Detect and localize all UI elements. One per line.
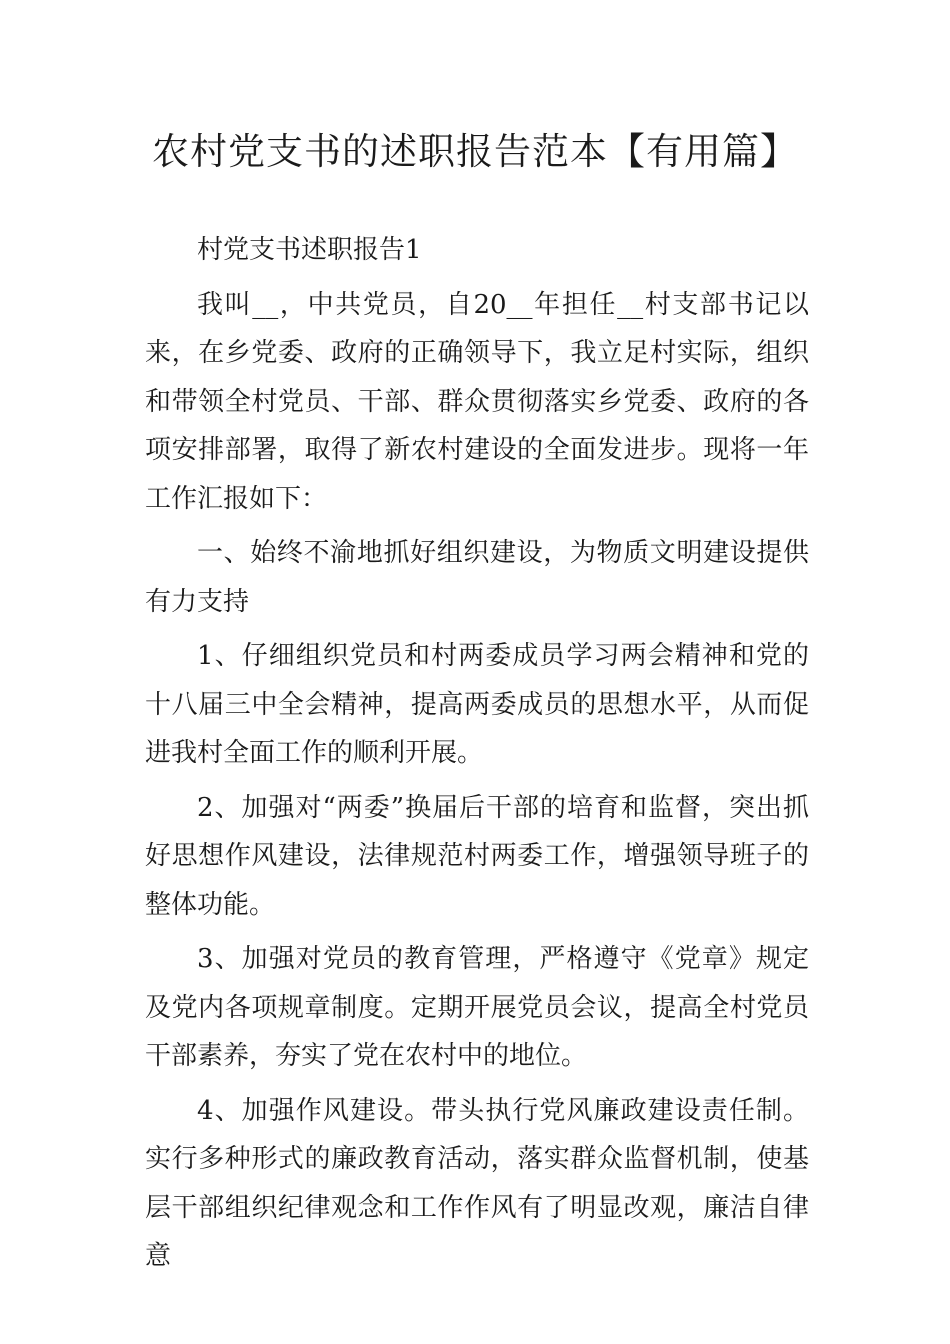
paragraph-heading-report: 村党支书述职报告1 [197, 235, 422, 265]
document-body [145, 226, 809, 1287]
paragraph-intro: 我叫__，中共党员，自20__年担任__村支部书记以来，在乡党委、政府的正确领导下，我立足村实际，组织和带领全村党员、干部、群众贯彻落实乡党委、政府的各项安排部署，取得了新农村建设的全面发进步。现将一年工作汇报如下： [145, 289, 809, 514]
paragraph-item-1: 1、仔细组织党员和村两委成员学习两会精神和党的十八届三中全会精神，提高两委成员的思想水平，从而促进我村全面工作的顺利开展。 [145, 641, 809, 768]
document-title: 农村党支书的述职报告范本【有用篇】 [152, 130, 798, 173]
paragraph-item-2: 2、加强对“两委”换届后干部的培育和监督，突出抓好思想作风建设，法律规范村两委工作，增强领导班子的整体功能。 [145, 792, 809, 920]
paragraph-item-4: 4、加强作风建设。带头执行党风廉政建设责任制。实行多种形式的廉政教育活动，落实群众监督机制，使基层干部组织纪律观念和工作作风有了明显改观，廉洁自律意 [145, 1095, 809, 1271]
paragraph-item-3: 3、加强对党员的教育管理，严格遵守《党章》规定及党内各项规章制度。定期开展党员会议，提高全村党员干部素养，夯实了党在农村中的地位。 [145, 944, 809, 1071]
paragraph-section-one: 一、始终不渝地抓好组织建设，为物质文明建设提供有力支持 [145, 538, 809, 617]
